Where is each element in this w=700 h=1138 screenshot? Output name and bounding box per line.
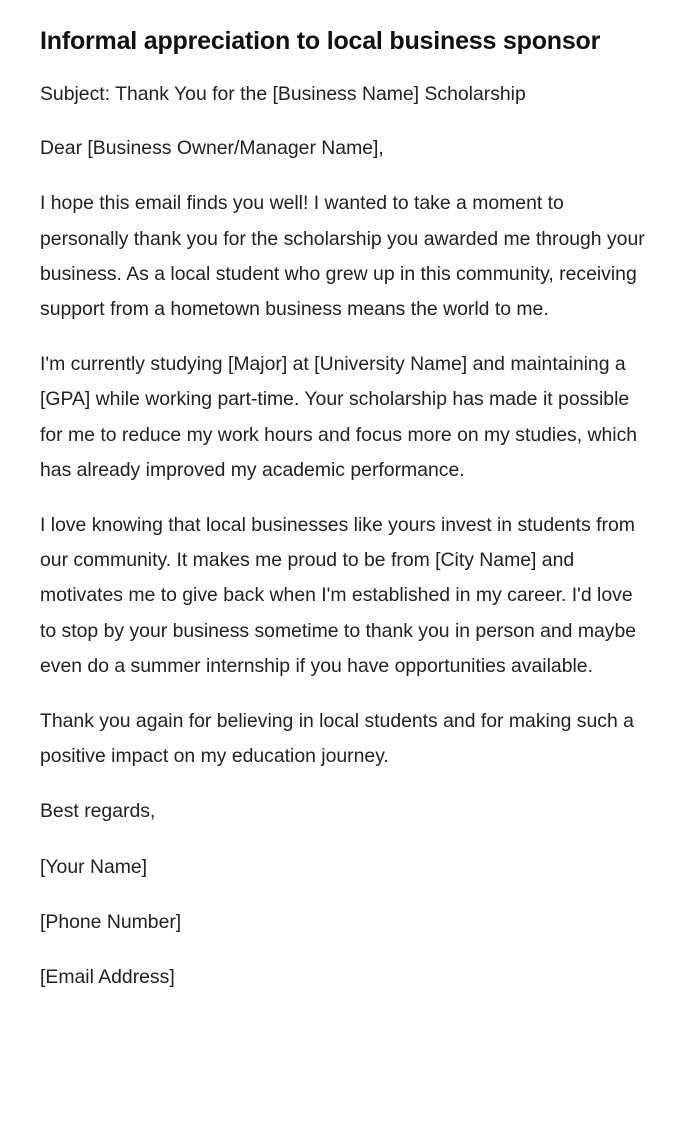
closing: Best regards, (40, 800, 156, 823)
salutation: Dear [Business Owner/Manager Name], (40, 137, 384, 160)
body-paragraph-community: I love knowing that local businesses like yours invest in students from our community. It makes me proud to be from [City Name] and motivates me to give back when I'm established in my career. I'd love to stop by your business sometime to thank you in person and maybe even do a summer internship if you have opportunities available. (40, 514, 637, 677)
signature-name: [Your Name] (40, 855, 148, 878)
signature-email: [Email Address] (40, 966, 175, 989)
signature-phone: [Phone Number] (40, 910, 182, 933)
email-subject: Subject: Thank You for the [Business Name] Scholarship (40, 83, 526, 105)
body-paragraph-intro: I hope this email finds you well! I wanted to take a moment to personally thank you for the scholarship you awarded me through your business. As a local student who grew up in this community, receiving support from a hometown business means the world to me. (40, 192, 645, 321)
page-title: Informal appreciation to local business sponsor (40, 27, 601, 55)
body-paragraph-studies: I'm currently studying [Major] at [University Name] and maintaining a [GPA] while working part-time. Your scholarship has made it possible for me to reduce my work hours and focus more on my studies, which has already improved my academic performance. (40, 353, 638, 481)
body-paragraph-thanks: Thank you again for believing in local students and for making such a positive impact on my education journey. (40, 710, 634, 768)
